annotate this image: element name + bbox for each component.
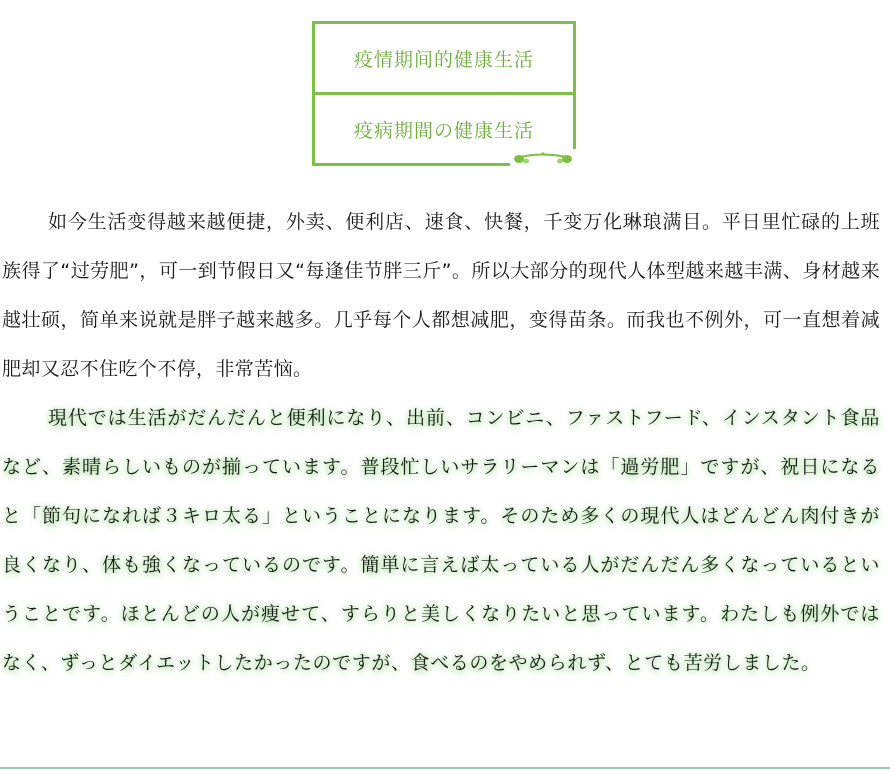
title-chinese: 疫情期间的健康生活 [312, 21, 576, 95]
bottom-divider [0, 767, 890, 769]
paragraph-japanese: 現代では生活がだんだんと便利になり、出前、コンビニ、ファストフード、インスタント食品など、素晴らしいものが揃っています。普段忙しいサラリーマンは「過労肥」ですが、祝日になると「節句になれば３キロ太る」ということになります。そのため多くの現代人はどんどん肉付きが良くなり、体も強くなっているのです。簡単に言えば太っている人がだんだん多くなっているということです。ほとんどの人が痩せて、すらりと美しくなりたいと思っています。わたしも例外ではなく、ずっとダイエットしたかったのですが、食べるのをやめられず、とても苦労しました。 [2, 407, 880, 674]
title-box [312, 21, 576, 166]
paragraph-chinese: 如今生活变得越来越便捷，外卖、便利店、速食、快餐，千变万化琳琅满目。平日里忙碌的上班族得了“过劳肥”，可一到节假日又“每逢佳节胖三斤”。所以大部分的现代人体型越来越丰满、身材越来越壮硕，简单来说就是胖子越来越多。几乎每个人都想减肥，变得苗条。而我也不例外，可一直想着减肥却又忍不住吃个不停，非常苦恼。 [2, 211, 880, 380]
vine-leaf-ornament-icon [510, 149, 576, 167]
title-japanese: 疫病期間の健康生活 [312, 92, 576, 166]
article-body [2, 198, 880, 688]
